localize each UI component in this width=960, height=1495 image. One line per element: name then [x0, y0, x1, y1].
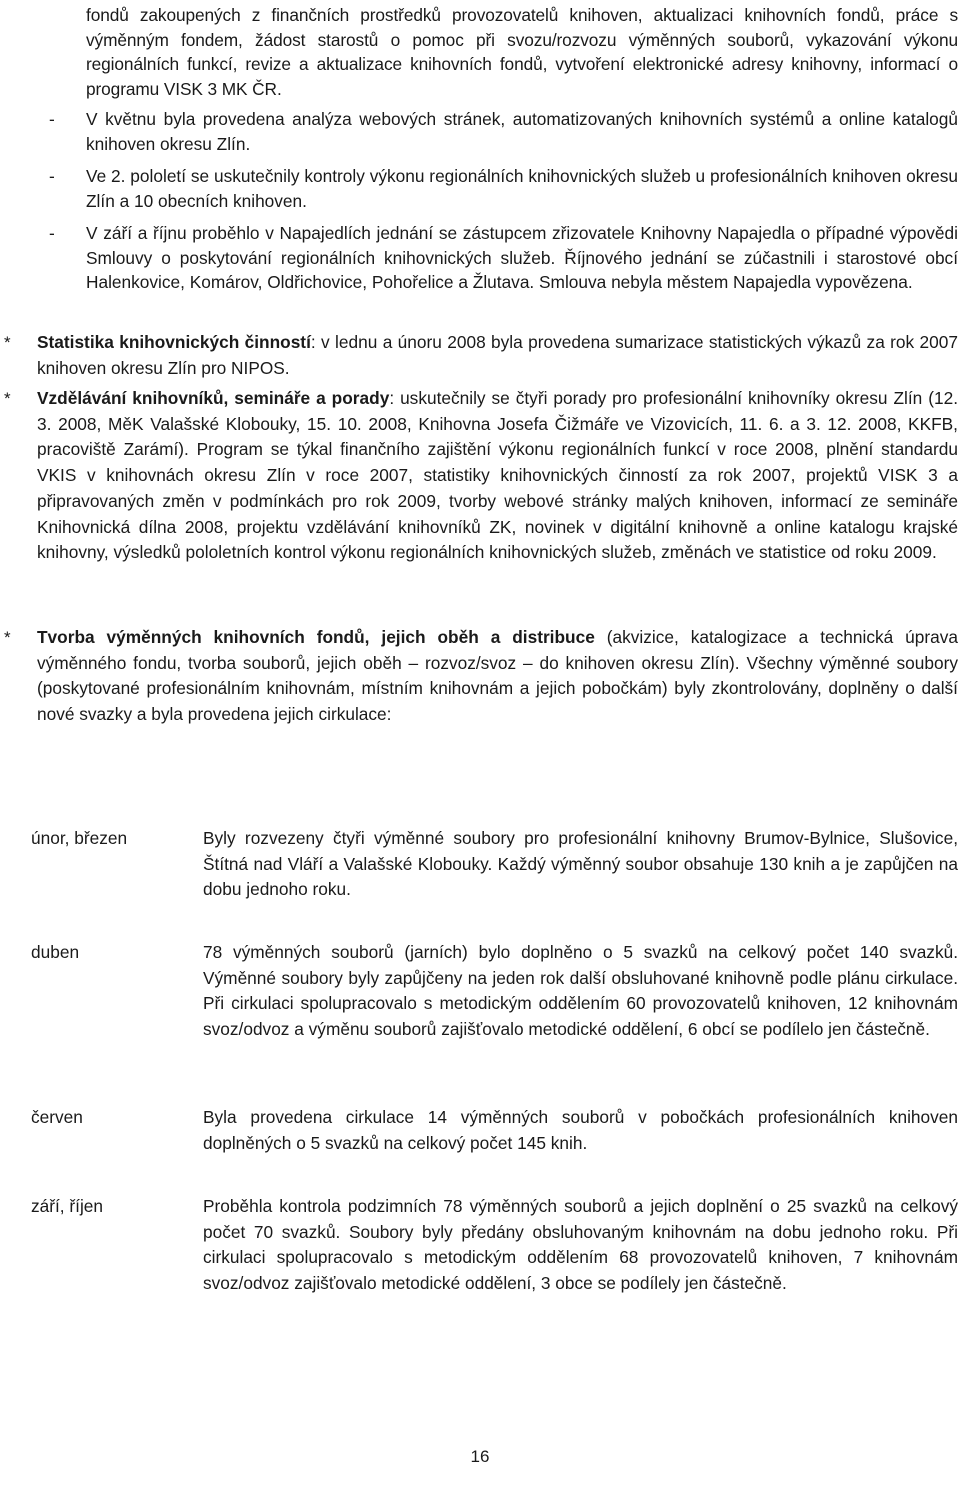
dash-item-text: V září a říjnu proběhlo v Napajedlích jednání se zástupcem zřizovatele Knihovny Napajedla o případné výpovědi Smlouvy o poskytování regionálních knihovnických služeb. Říjnového jednání se zúčastnili i starostové obcí Halenkovice, Komárov, Oldřichovice, Pohořelice a Žlutava. Smlouva nebyla městem Napajedla vypovězena.	[86, 223, 958, 292]
schedule-month: únor, březen	[31, 828, 128, 848]
dash-marker: -	[49, 223, 55, 243]
asterisk-marker: *	[4, 628, 11, 647]
page-number: 16	[470, 1447, 490, 1466]
section-text: : uskutečnily se čtyři porady pro profesionální knihovníky okresu Zlín (12. 3. 2008, MěK Valašské Klobouky, 15. 10. 2008, Knihovna Josefa Čižmáře ve Vizovicích, 11. 6. a 3. 12. 2008, KKFB, pracoviště Zarámí). Program se týkal finančního zajištění výkonu regionálních funkcí v roce 2008, plnění standardu VKIS v knihovnách okresu Zlín v roce 2007, statistiky knihovnických činností za rok 2007, projektů VISK 3 a připravovaných změn v podmínkách pro rok 2009, tvorby webové stránky malých knihoven, informací ze semináře Knihovnická dílna 2008, projektu vzdělávání knihovníků ZK, novinek v digitální knihovně a online katalogu krajské knihovny, výsledků pololetních kontrol výkonu regionálních knihovnických služeb, změnách ve statistice od roku 2009.	[37, 388, 958, 563]
asterisk-marker: *	[4, 333, 11, 352]
schedule-text: Byly rozvezeny čtyři výměnné soubory pro profesionální knihovny Brumov-Bylnice, Slušovice, Štítná nad Vláří a Valašské Klobouky. Každý výměnný soubor obsahuje 130 knih a je zapůjčen na dobu jednoho roku.	[203, 828, 958, 900]
dash-marker: -	[49, 166, 55, 186]
continuation-paragraph: fondů zakoupených z finančních prostředků provozovatelů knihoven, aktualizaci knihovních fondů, práce s výměnným fondem, žádost starostů o pomoc při svozu/rozvozu výměnných souborů, vykazování výkonu regionálních funkcí, revize a aktualizace knihovních fondů, vytvoření elektronické adresy knihovny, informací o programu VISK 3 MK ČR.	[86, 5, 958, 99]
schedule-month: duben	[31, 942, 80, 962]
section-text: (akvizice, katalogizace a technická úprava výměnného fondu, tvorba souborů, jejich oběh – rozvoz/svoz – do knihoven okresu Zlín). Všechny výměnné soubory (poskytované profesionálním knihovnám, místním knihovnám a jejich pobočkám) byly zkontrolovány, doplněny o další nové svazky a byla provedena jejich cirkulace:	[37, 627, 958, 725]
section-paragraph	[37, 386, 958, 566]
section-heading: Statistika knihovnických činností	[37, 332, 311, 352]
section-text: : v lednu a únoru 2008 byla provedena sumarizace statistických výkazů za rok 2007 knihoven okresu Zlín pro NIPOS.	[37, 332, 958, 378]
schedule-month: červen	[31, 1107, 83, 1127]
dash-marker: -	[49, 109, 55, 129]
schedule-text: Proběhla kontrola podzimních 78 výměnných souborů a jejich doplnění o 25 svazků na celkový počet 70 svazků. Soubory byly předány obsluhovaným knihovnám na dobu jednoho roku. Při cirkulaci spolupracovalo s metodickým oddělením 68 provozovatelů knihoven, 7 knihovnám svoz/odvoz zajišťovalo metodické oddělení, 3 obce se podílely jen částečně.	[203, 1196, 958, 1294]
section-paragraph	[37, 625, 958, 728]
dash-item-text: Ve 2. pololetí se uskutečnily kontroly výkonu regionálních knihovnických služeb u profesionálních knihoven okresu Zlín a 10 obecních knihoven.	[86, 166, 958, 211]
schedule-month: září, říjen	[31, 1196, 104, 1216]
dash-item-text: V květnu byla provedena analýza webových stránek, automatizovaných knihovních systémů a online katalogů knihoven okresu Zlín.	[86, 109, 958, 154]
section-heading: Tvorba výměnných knihovních fondů, jejich oběh a distribuce	[37, 627, 595, 647]
schedule-text: Byla provedena cirkulace 14 výměnných souborů v pobočkách profesionálních knihoven doplněných o 5 svazků na celkový počet 145 knih.	[203, 1107, 958, 1153]
section-heading: Vzdělávání knihovníků, semináře a porady	[37, 388, 390, 408]
section-paragraph	[37, 330, 958, 381]
schedule-text: 78 výměnných souborů (jarních) bylo doplněno o 5 svazků na celkový počet 140 svazků. Výměnné soubory byly zapůjčeny na jeden rok další obsluhované knihovně podle plánu cirkulace. Při cirkulaci spolupracovalo s metodickým oddělením 60 provozovatelů knihoven, 12 knihovnám svoz/odvoz a výměnu souborů zajišťovalo metodické oddělení, 6 obcí se podílelo jen částečně.	[203, 942, 958, 1040]
asterisk-marker: *	[4, 389, 11, 408]
